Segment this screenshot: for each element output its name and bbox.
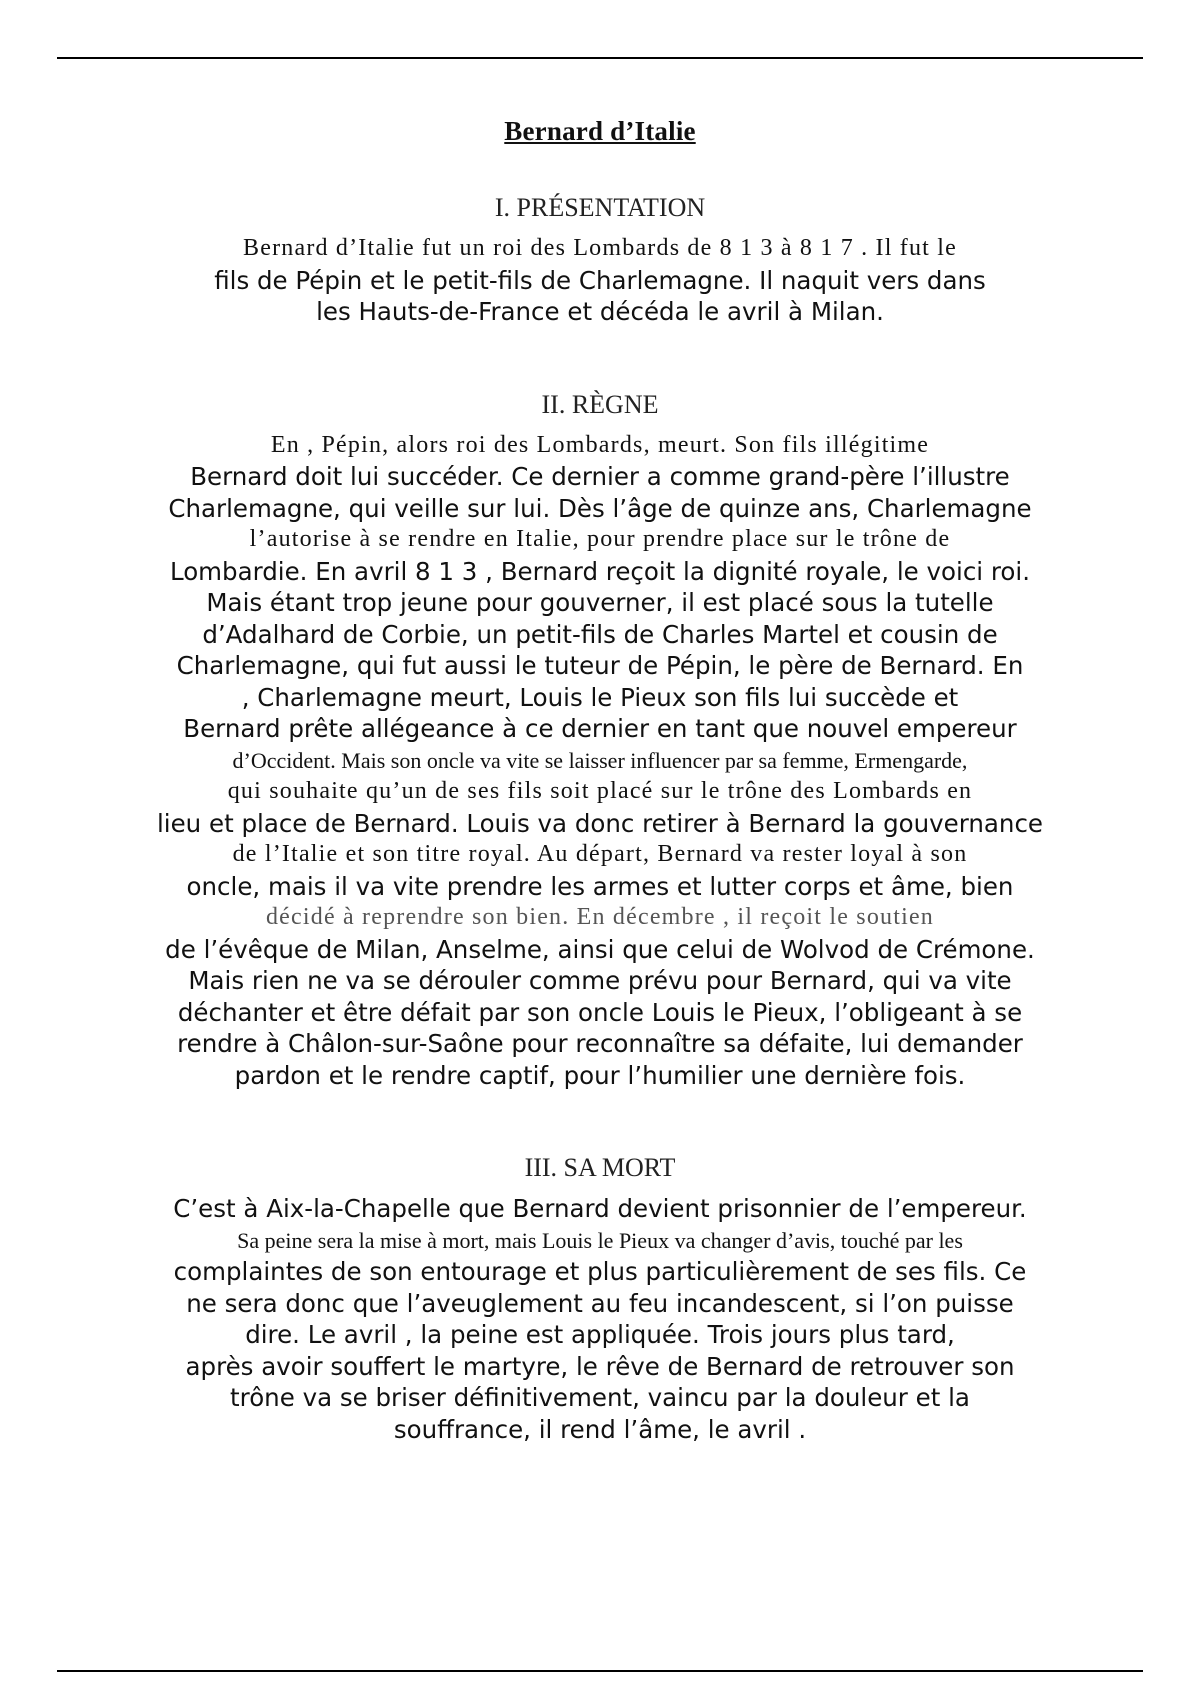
text-line: d’Occident. Mais son oncle va vite se laisser influencer par sa femme, Ermengarde, [232, 747, 968, 773]
section-heading-presentation: I. PRÉSENTATION [494, 193, 706, 222]
text-line: Mais rien ne va se dérouler comme prévu pour Bernard, qui va vite [188, 966, 1012, 995]
text-line: après avoir souffert le martyre, le rêve de Bernard de retrouver son [185, 1351, 1015, 1381]
section-heading-sa-mort: III. SA MORT [524, 1153, 676, 1182]
text-line: ne sera donc que l’aveuglement au feu incandescent, si l’on puisse [186, 1288, 1014, 1318]
section-heading-regne: II. RÈGNE [541, 389, 659, 419]
text-line: Bernard d’Italie fut un roi des Lombards de 8 1 3 à 8 1 7 . Il fut le [243, 235, 957, 261]
text-line: d’Adalhard de Corbie, un petit-fils de Charles Martel et cousin de [202, 619, 998, 649]
text-line: décidé à reprendre son bien. En décembre , il reçoit le soutien [265, 904, 935, 930]
section-regne-text [110, 430, 1090, 1092]
text-line: Bernard doit lui succéder. Ce dernier a comme grand-père l’illustre [190, 462, 1010, 491]
text-line: dire. Le avril , la peine est appliquée. Trois jours plus tard, [245, 1320, 955, 1349]
text-line: rendre à Châlon-sur-Saône pour reconnaître sa défaite, lui demander [177, 1029, 1023, 1058]
text-line: Charlemagne, qui veille sur lui. Dès l’âge de quinze ans, Charlemagne [168, 493, 1032, 523]
bottom-rule [57, 1670, 1143, 1672]
text-line: pardon et le rendre captif, pour l’humilier une dernière fois. [234, 1060, 966, 1090]
text-line: Sa peine sera la mise à mort, mais Louis le Pieux va changer d’avis, touché par les [237, 1227, 963, 1253]
text-line: Charlemagne, qui fut aussi le tuteur de Pépin, le père de Bernard. En [176, 651, 1024, 680]
text-line: qui souhaite qu’un de ses fils soit placé sur le trône des Lombards en [227, 778, 973, 804]
text-line: trône va se briser définitivement, vaincu par la douleur et la [230, 1383, 970, 1412]
text-line: lieu et place de Bernard. Louis va donc retirer à Bernard la gouvernance [157, 808, 1043, 838]
text-line: de l’Italie et son titre royal. Au départ, Bernard va rester loyal à son [232, 841, 968, 867]
text-line: les Hauts-de-France et décéda le avril à Milan. [316, 297, 884, 326]
text-line: de l’évêque de Milan, Anselme, ainsi que celui de Wolvod de Crémone. [165, 934, 1035, 964]
text-line: En , Pépin, alors roi des Lombards, meurt. Son fils illégitime [270, 431, 930, 458]
document-body [110, 110, 1090, 1507]
section-presentation-text [110, 233, 1090, 328]
section-sa-mort-text [110, 1193, 1090, 1445]
text-line: oncle, mais il va vite prendre les armes et lutter corps et âme, bien [186, 871, 1014, 901]
text-line: Lombardie. En avril 8 1 3 , Bernard reçoit la dignité royale, le voici roi. [169, 556, 1031, 586]
text-line: l’autorise à se rendre en Italie, pour prendre place sur le trône de [249, 526, 951, 552]
document-title: Bernard d’Italie [504, 116, 696, 146]
text-line: Mais étant trop jeune pour gouverner, il est placé sous la tutelle [206, 588, 994, 617]
text-line: C’est à Aix-la-Chapelle que Bernard devient prisonnier de l’empereur. [173, 1194, 1027, 1223]
text-line: Bernard prête allégeance à ce dernier en tant que nouvel empereur [183, 714, 1017, 743]
text-line: fils de Pépin et le petit-fils de Charlemagne. Il naquit vers dans [214, 265, 986, 295]
top-rule [57, 57, 1143, 59]
text-line: , Charlemagne meurt, Louis le Pieux son fils lui succède et [241, 682, 959, 712]
text-line: souffrance, il rend l’âme, le avril . [393, 1414, 807, 1444]
text-line: complaintes de son entourage et plus particulièrement de ses fils. Ce [173, 1257, 1027, 1286]
text-line: déchanter et être défait par son oncle Louis le Pieux, l’obligeant à se [177, 997, 1023, 1027]
